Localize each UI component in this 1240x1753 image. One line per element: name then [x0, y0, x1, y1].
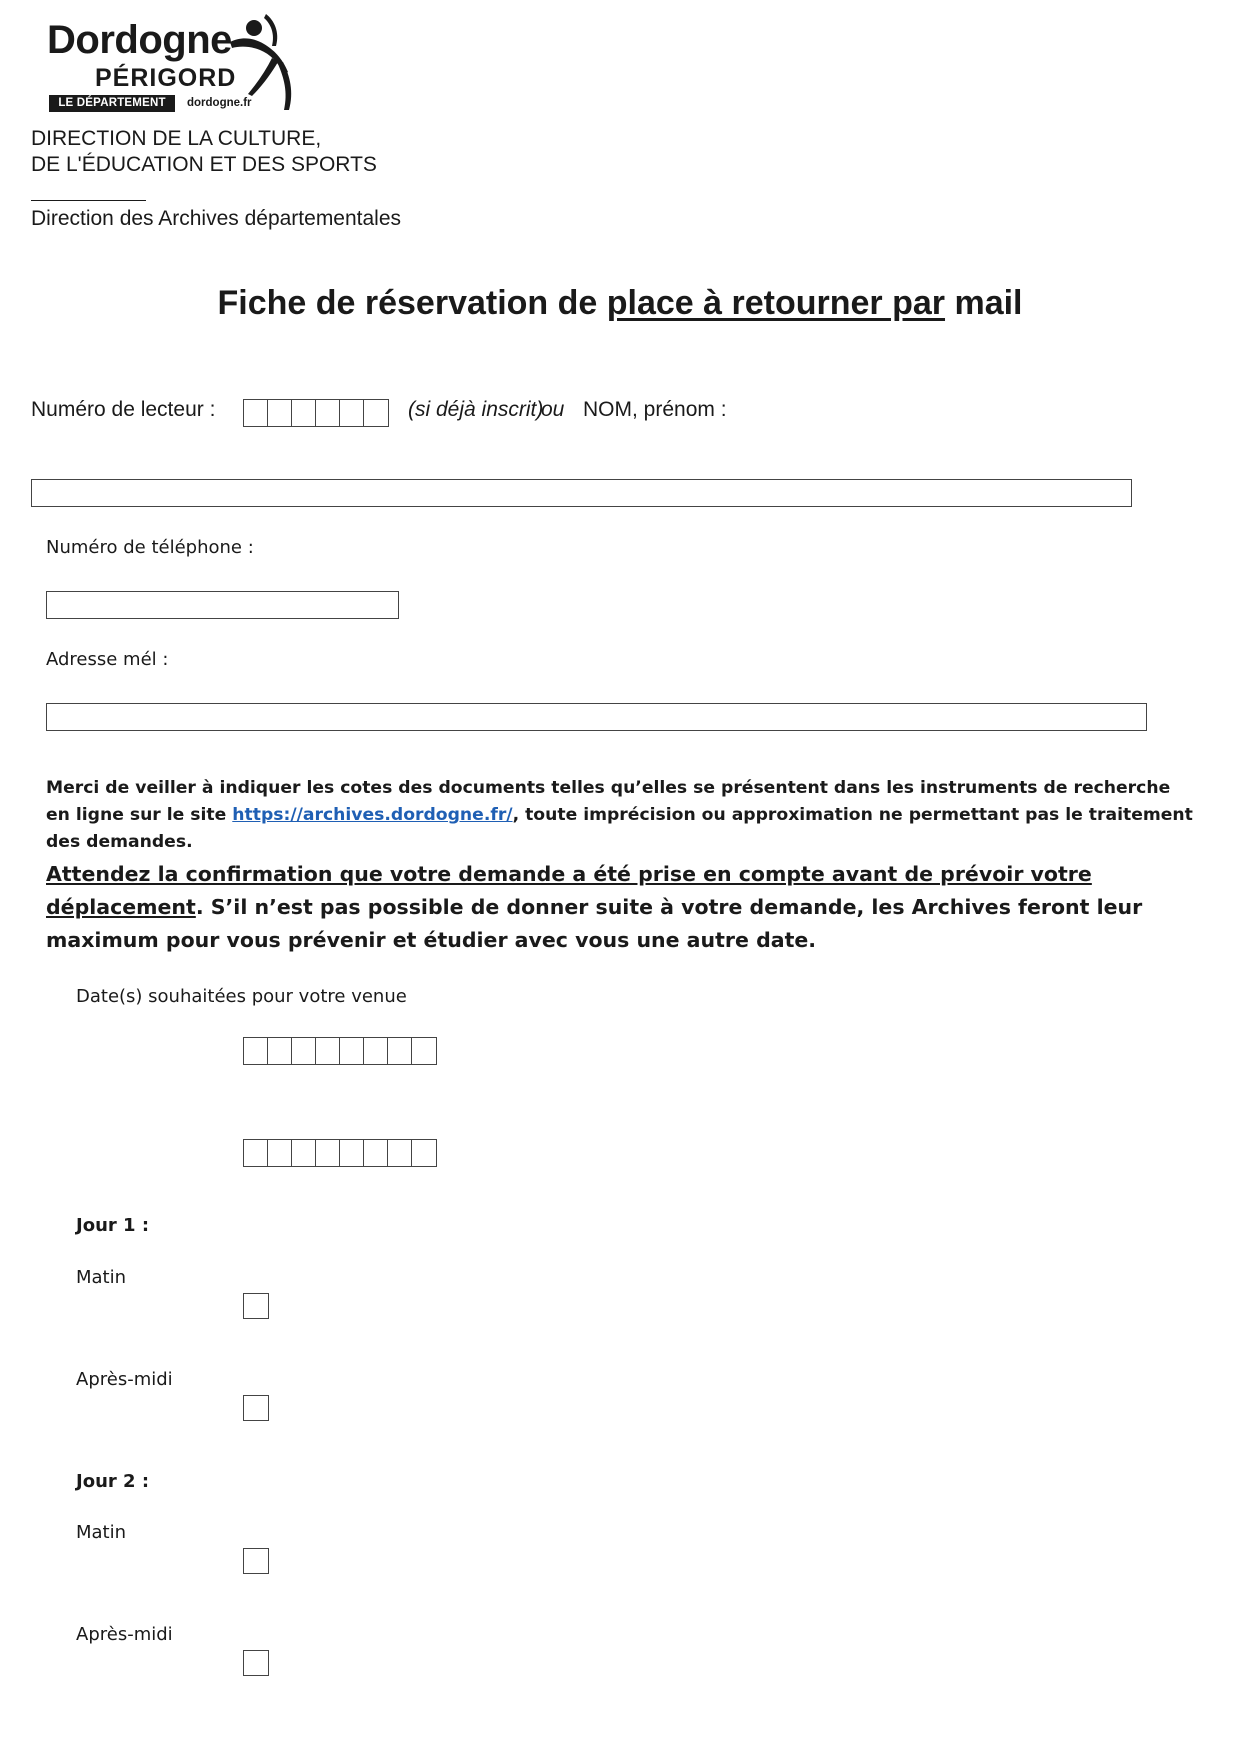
date-input-2[interactable]: [243, 1139, 437, 1167]
email-field[interactable]: [46, 703, 1147, 731]
email-label: Adresse mél :: [46, 649, 169, 670]
warning-underlined: Attendez la confirmation que votre demande a été prise en compte avant de prévoir votre déplacement: [46, 862, 1092, 919]
day-2-afternoon-label: Après-midi: [76, 1624, 173, 1645]
header-divider: [31, 200, 146, 201]
reader-number-label: Numéro de lecteur :: [31, 398, 216, 421]
day-2-label: Jour 2 :: [76, 1471, 150, 1492]
logo-url: dordogne.fr: [187, 97, 252, 109]
day-1-afternoon-checkbox[interactable]: [243, 1395, 269, 1421]
notice-paragraph: [46, 775, 1196, 856]
warning-paragraph: [46, 858, 1196, 957]
dancer-figure-icon: [228, 12, 308, 112]
reader-number-note: (si déjà inscrit): [408, 398, 544, 421]
day-1-label: Jour 1 :: [76, 1215, 150, 1236]
or-text: ou: [541, 398, 565, 421]
name-label: NOM, prénom :: [583, 398, 727, 421]
title-part-2: place à retourner par: [606, 284, 946, 322]
phone-field[interactable]: [46, 591, 399, 619]
logo-title: Dordogne: [47, 18, 232, 62]
phone-label: Numéro de téléphone :: [46, 537, 254, 558]
day-1-afternoon-label: Après-midi: [76, 1369, 173, 1390]
title-part-1: Fiche de réservation de: [217, 284, 607, 322]
notice-text-1: Merci de veiller à indiquer les cotes des documents telles qu’elles se présentent dans les instruments de recherche en ligne sur le site: [46, 778, 1171, 825]
title-part-3: mail: [945, 284, 1023, 322]
reader-number-input[interactable]: [243, 399, 389, 427]
name-field[interactable]: [31, 479, 1132, 507]
day-1-morning-label: Matin: [76, 1267, 127, 1288]
page-title: [0, 284, 1240, 323]
date-input-1[interactable]: [243, 1037, 437, 1065]
notice-text-2: , toute imprécision ou approximation ne permettant pas le traitement des demandes.: [46, 805, 1193, 852]
logo-subtitle: PÉRIGORD: [95, 64, 237, 92]
dates-label: Date(s) souhaitées pour votre venue: [76, 986, 407, 1007]
logo-badge: LE DÉPARTEMENT: [49, 95, 175, 112]
day-1-morning-checkbox[interactable]: [243, 1293, 269, 1319]
direction-line-1: DIRECTION DE LA CULTURE,: [31, 127, 322, 150]
day-2-afternoon-checkbox[interactable]: [243, 1650, 269, 1676]
day-2-morning-label: Matin: [76, 1522, 127, 1543]
day-2-morning-checkbox[interactable]: [243, 1548, 269, 1574]
service-name: Direction des Archives départementales: [31, 207, 402, 230]
warning-rest: . S’il n’est pas possible de donner suite à votre demande, les Archives feront leur maximum pour vous prévenir et étudier avec vous une autre date.: [46, 895, 1143, 952]
archives-link[interactable]: https://archives.dordogne.fr/: [232, 805, 513, 825]
direction-line-2: DE L'ÉDUCATION ET DES SPORTS: [31, 153, 377, 176]
